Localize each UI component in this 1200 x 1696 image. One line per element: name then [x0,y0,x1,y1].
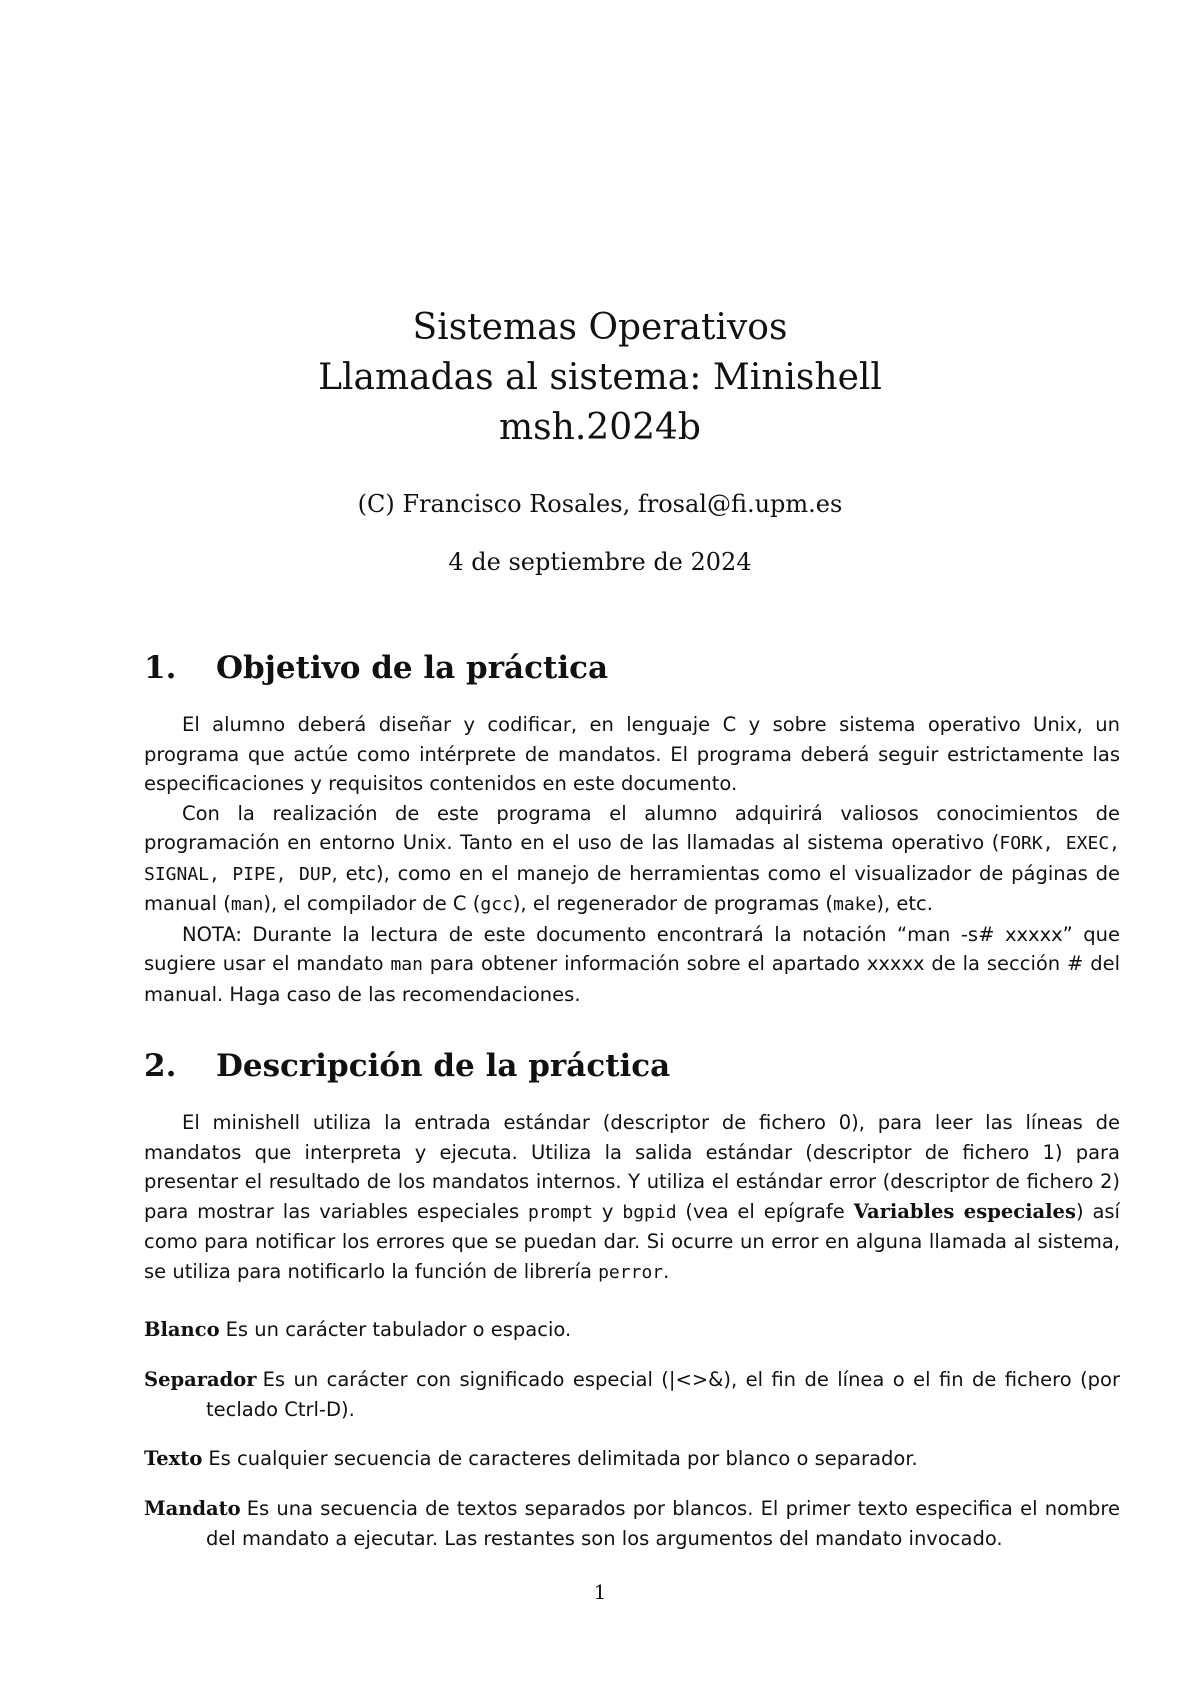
section-1-heading [144,650,608,686]
title-line-1: Sistemas Operativos [412,307,788,348]
syscalls-list: FORK, EXEC, SIGNAL, PIPE, DUP [144,833,1120,885]
code-prompt: prompt [528,1201,594,1223]
definition-text: Es un carácter con significado especial (|<>&), el fin de línea o el fin de fichero (por teclado Ctrl-D). [206,1368,1120,1421]
bold-reference: Variables especiales [853,1199,1076,1223]
date-line: 4 de septiembre de 2024 [448,548,752,576]
text-span: El minishell utiliza la entrada estándar (descriptor de fichero 0), para leer las líneas de mandatos que interpreta y ejecuta. Utiliza la salida estándar (descriptor de fichero 1) para presentar el resultado de los mandatos internos. Y utiliza el estándar error (descriptor de fichero 2) para mostrar las variables especiales [144,1111,1120,1223]
definition-term: Mandato [144,1497,241,1520]
definition-text: Es un carácter tabulador o espacio. [225,1318,572,1341]
section-2-paragraph-1 [144,1108,1120,1287]
section-1-paragraph-3 [144,920,1120,1010]
code-make: make [832,894,877,915]
code-bgpid: bgpid [622,1201,677,1223]
definition-texto [144,1444,1120,1474]
section-1-paragraph-1: El alumno deberá diseñar y codificar, en lenguaje C y sobre sistema operativo Unix, un programa que actúe como intérprete de mandatos. El programa deberá seguir estrictamente las especificaciones y requisitos contenidos en este documento. [144,713,1120,795]
definition-separador [144,1365,1120,1424]
text-span: . [663,1259,670,1283]
section-1-body [144,710,1120,1009]
definition-term: Blanco [144,1318,220,1341]
definition-blanco [144,1315,1120,1345]
section-2-heading [144,1048,670,1084]
section-2-title: Descripción de la práctica [216,1048,671,1084]
page-number: 1 [593,1580,607,1604]
section-2-body [144,1108,1120,1287]
section-1-title: Objetivo de la práctica [216,650,609,686]
text-span: (vea el epígrafe [676,1199,854,1223]
text-span: para obtener información sobre el apartado xxxxx de la sección # del manual. Haga caso de las recomendaciones. [144,952,1120,1006]
document-title [0,303,1200,453]
section-2-number: 2. [144,1048,177,1084]
text-span: ), el regenerador de programas ( [512,892,833,915]
text-span: NOTA: Durante la lectura de este documento encontrará la notación “man -s# xxxxx” que sugiere usar el mandato [144,922,1120,975]
section-1-number: 1. [144,650,177,686]
text-span: y [593,1199,623,1223]
code-gcc: gcc [480,894,513,915]
text-span: ) así como para notificar los errores que se puedan dar. Si ocurre un error en alguna llamada al sistema, se utiliza para notificarlo la función de librería [144,1199,1120,1283]
definition-term: Texto [144,1447,203,1470]
code-man: man [390,954,423,975]
title-line-2: Llamadas al sistema: Minishell [318,357,882,398]
definition-text: Es una secuencia de textos separados por blancos. El primer texto especifica el nombre del mandato a ejecutar. Las restantes son los argumentos del mandato invocado. [206,1497,1120,1550]
code-perror: perror [598,1261,664,1283]
text-span: Con la realización de este programa el alumno adquirirá valiosos conocimientos de programación en entorno Unix. Tanto en el uso de las llamadas al sistema operativo ( [144,801,1120,854]
section-1-paragraph-2 [144,799,1120,920]
definition-mandato [144,1494,1120,1553]
code-man: man [230,894,264,915]
definition-term: Separador [144,1368,257,1391]
title-line-3: msh.2024b [499,407,701,448]
text-span: ), el compilador de C ( [263,892,481,915]
definition-text: Es cualquier secuencia de caracteres delimitada por blanco o separador. [208,1447,918,1470]
text-span: ), etc. [876,892,933,915]
author-line: (C) Francisco Rosales, frosal@fi.upm.es [357,490,843,518]
text-span: , etc), como en el manejo de herramientas como el visualizador de páginas de manual ( [144,861,1120,915]
